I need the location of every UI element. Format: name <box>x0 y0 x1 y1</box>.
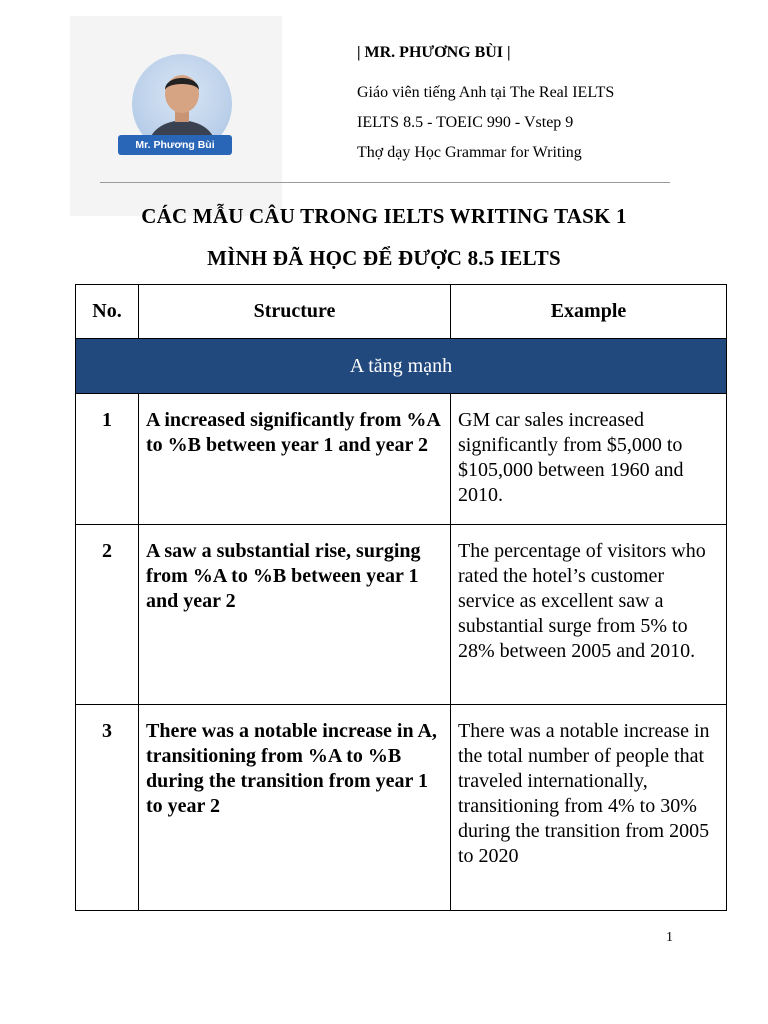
document-title: CÁC MẪU CÂU TRONG IELTS WRITING TASK 1 <box>141 204 627 228</box>
section-row <box>76 339 727 394</box>
row-structure: There was a notable increase in A, transitioning from %A to %B during the transition from year 1 to year 2 <box>139 705 451 911</box>
document-subtitle: MÌNH ĐÃ HỌC ĐỂ ĐƯỢC 8.5 IELTS <box>207 246 561 270</box>
author-role: Giáo viên tiếng Anh tại The Real IELTS <box>357 84 615 101</box>
row-structure: A saw a substantial rise, surging from %A to %B between year 1 and year 2 <box>139 525 451 705</box>
table-row <box>76 525 727 705</box>
header-divider <box>100 182 670 183</box>
page-number: 1 <box>666 930 673 945</box>
row-example: GM car sales increased significantly from $5,000 to $105,000 between 1960 and 2010. <box>451 394 727 525</box>
structures-table <box>75 284 727 911</box>
table-header-row <box>76 285 727 339</box>
author-photo-card <box>70 16 282 216</box>
author-tagline: Thợ dạy Học Grammar for Writing <box>357 144 582 161</box>
author-name-badge: Mr. Phương Bùi <box>118 135 232 155</box>
row-example: The percentage of visitors who rated the hotel’s customer service as excellent saw a substantial surge from 5% to 28% between 2005 and 2010. <box>451 525 727 705</box>
row-number: 3 <box>76 705 139 911</box>
header-example: Example <box>451 285 727 339</box>
table-row <box>76 394 727 525</box>
row-structure: A increased significantly from %A to %B between year 1 and year 2 <box>139 394 451 525</box>
row-number: 2 <box>76 525 139 705</box>
section-title: A tăng mạnh <box>76 339 727 394</box>
author-name: | MR. PHƯƠNG BÙI | <box>357 44 511 61</box>
author-credentials: IELTS 8.5 - TOEIC 990 - Vstep 9 <box>357 114 574 131</box>
header-no: No. <box>76 285 139 339</box>
row-example: There was a notable increase in the total number of people that traveled internationally, transitioning from 4% to 30% during the transition from 2005 to 2020 <box>451 705 727 911</box>
header-structure: Structure <box>139 285 451 339</box>
table-row <box>76 705 727 911</box>
row-number: 1 <box>76 394 139 525</box>
